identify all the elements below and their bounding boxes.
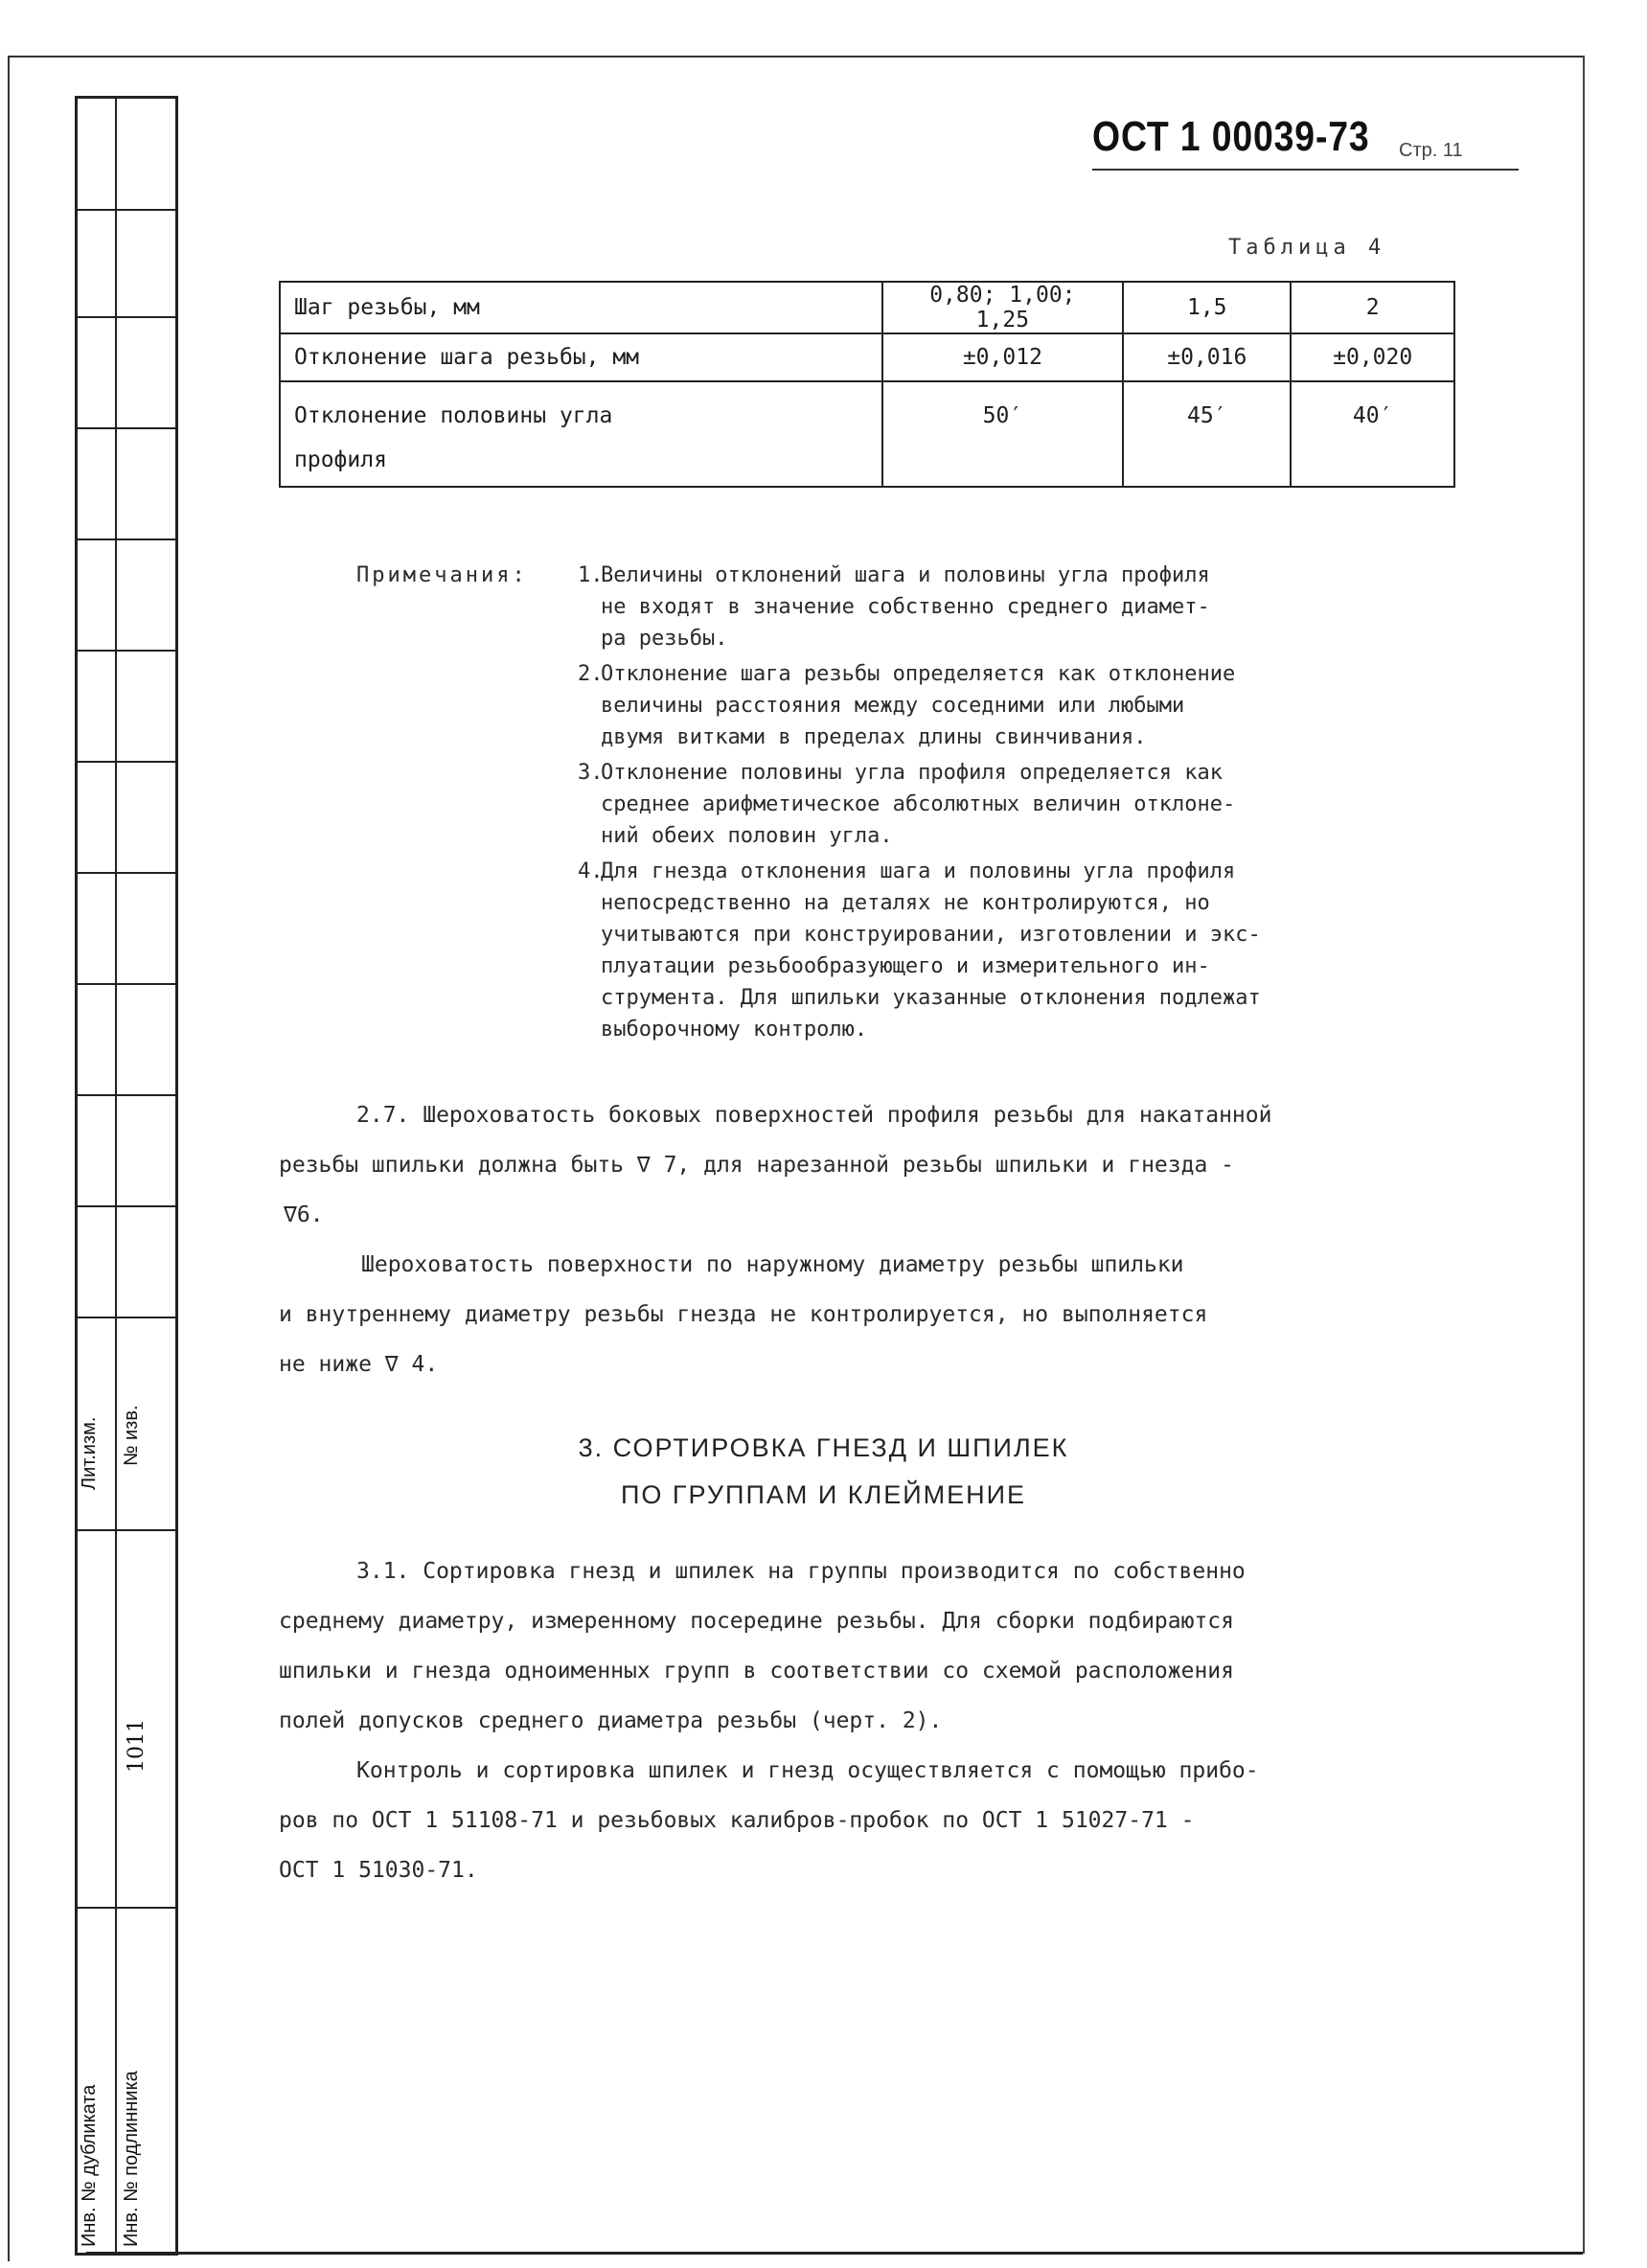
note-number: 4. [578, 859, 604, 883]
stamp-inv-podlinnika: Инв. № подлинника [121, 2071, 142, 2247]
note-item [578, 757, 1463, 852]
stamp-line [75, 1529, 178, 1531]
table-cell-label: Шаг резьбы, мм [280, 282, 882, 333]
notes-label: Примечания: [356, 563, 528, 587]
document-code: ОСТ 1 00039-73 [1092, 113, 1370, 160]
stamp-line [75, 1907, 178, 1909]
note-line: ний обеих половин угла. [601, 824, 893, 848]
note-line: Отклонение половины угла профиля определяется как [601, 761, 1224, 785]
paragraph-line: ∇6. [284, 1203, 324, 1227]
header-underline [1092, 169, 1519, 171]
note-line: не входят в значение собственно среднего диамет- [601, 595, 1210, 619]
stamp-inv-dublikata: Инв. № дубликата [79, 2084, 100, 2247]
stamp-line [75, 209, 178, 211]
table-row [280, 282, 1454, 333]
table-cell-value: 2 [1291, 282, 1454, 333]
note-line: непосредственно на деталях не контролируются, но [601, 891, 1210, 915]
paragraph-line: не ниже ∇ 4. [279, 1352, 439, 1377]
stamp-line [75, 538, 178, 540]
paragraph-line: Контроль и сортировка шпилек и гнезд осуществляется с помощью прибо- [356, 1758, 1259, 1783]
paragraph-line: среднему диаметру, измеренному посередине резьбы. Для сборки подбираются [279, 1609, 1234, 1634]
table-caption: Таблица 4 [1228, 236, 1386, 260]
stamp-lit-izm: Лит.изм. [79, 1416, 100, 1490]
table-cell-value: 50′ [882, 381, 1124, 487]
page-frame-bottom [86, 2252, 1583, 2255]
table-cell-label: Отклонение шага резьбы, мм [280, 333, 882, 381]
paragraph-line: шпильки и гнезда одноименных групп в соответствии со схемой расположения [279, 1659, 1234, 1684]
note-line: струмента. Для шпильки указанные отклонения подлежат [601, 986, 1261, 1010]
note-line: выборочному контролю. [601, 1018, 868, 1042]
table-row [280, 381, 1454, 487]
page-frame-right [1583, 56, 1585, 2254]
note-line: Отклонение шага резьбы определяется как отклонение [601, 662, 1236, 686]
note-number: 1. [578, 563, 604, 587]
note-line: величины расстояния между соседними или любыми [601, 694, 1185, 718]
table-row [280, 333, 1454, 381]
note-line: ра резьбы. [601, 627, 728, 651]
stamp-line [75, 1094, 178, 1096]
table-cell-value: 0,80; 1,00; 1,25 [882, 282, 1124, 333]
stamp-line [75, 983, 178, 985]
stamp-line [75, 650, 178, 652]
paragraph-line: полей допусков среднего диаметра резьбы (черт. 2). [279, 1708, 943, 1733]
page-frame-left [8, 56, 10, 2261]
note-number: 3. [578, 761, 604, 785]
stamp-no-izv: № изв. [121, 1405, 142, 1466]
stamp-line [75, 872, 178, 874]
side-stamp-divider [115, 96, 117, 2256]
paragraph-line: Шероховатость поверхности по наружному диаметру резьбы шпильки [361, 1252, 1184, 1277]
table-cell-value: 40′ [1291, 381, 1454, 487]
section-subtitle: ПО ГРУППАМ И КЛЕЙМЕНИЕ [620, 1480, 1027, 1509]
table-cell-value: ±0,016 [1123, 333, 1291, 381]
table-cell-value: 1,5 [1123, 282, 1291, 333]
spec-table [279, 281, 1455, 488]
table-cell-label: Отклонение половины угла профиля [280, 381, 882, 487]
note-number: 2. [578, 662, 604, 686]
note-line: двумя витками в пределах длины свинчивания. [601, 725, 1147, 749]
note-line: среднее арифметическое абсолютных величин отклоне- [601, 792, 1236, 816]
table-cell-value: ±0,020 [1291, 333, 1454, 381]
note-item [578, 658, 1463, 753]
page-frame-top [8, 56, 1584, 57]
paragraph-line: резьбы шпильки должна быть ∇ 7, для нарезанной резьбы шпильки и гнезда - [279, 1153, 1234, 1178]
note-line: Для гнезда отклонения шага и половины угла профиля [601, 859, 1236, 883]
stamp-line [75, 761, 178, 763]
stamp-line [75, 1205, 178, 1207]
table-cell-value: 45′ [1123, 381, 1291, 487]
stamp-number: 1011 [125, 1719, 149, 1773]
paragraph-line: 3.1. Сортировка гнезд и шпилек на группы производится по собственно [356, 1559, 1246, 1584]
paragraph-line: и внутреннему диаметру резьбы гнезда не контролируется, но выполняется [279, 1302, 1208, 1327]
stamp-line [75, 316, 178, 318]
paragraph-line: 2.7. Шероховатость боковых поверхностей профиля резьбы для накатанной [356, 1103, 1272, 1128]
page-number: Стр. 11 [1399, 140, 1463, 161]
side-stamp [75, 96, 178, 2256]
paragraph-line: ОСТ 1 51030-71. [279, 1858, 478, 1883]
note-item [578, 856, 1463, 1045]
section-title: 3. СОРТИРОВКА ГНЕЗД И ШПИЛЕК [578, 1433, 1069, 1462]
note-line: учитываются при конструировании, изготовлении и экс- [601, 923, 1261, 947]
table-cell-value: ±0,012 [882, 333, 1124, 381]
note-line: Величины отклонений шага и половины угла профиля [601, 563, 1210, 587]
stamp-line [75, 1317, 178, 1318]
note-line: плуатации резьбообразующего и измерительного ин- [601, 954, 1210, 978]
paragraph-line: ров по ОСТ 1 51108-71 и резьбовых калибров-пробок по ОСТ 1 51027-71 - [279, 1808, 1195, 1833]
stamp-line [75, 427, 178, 429]
note-item [578, 560, 1463, 654]
